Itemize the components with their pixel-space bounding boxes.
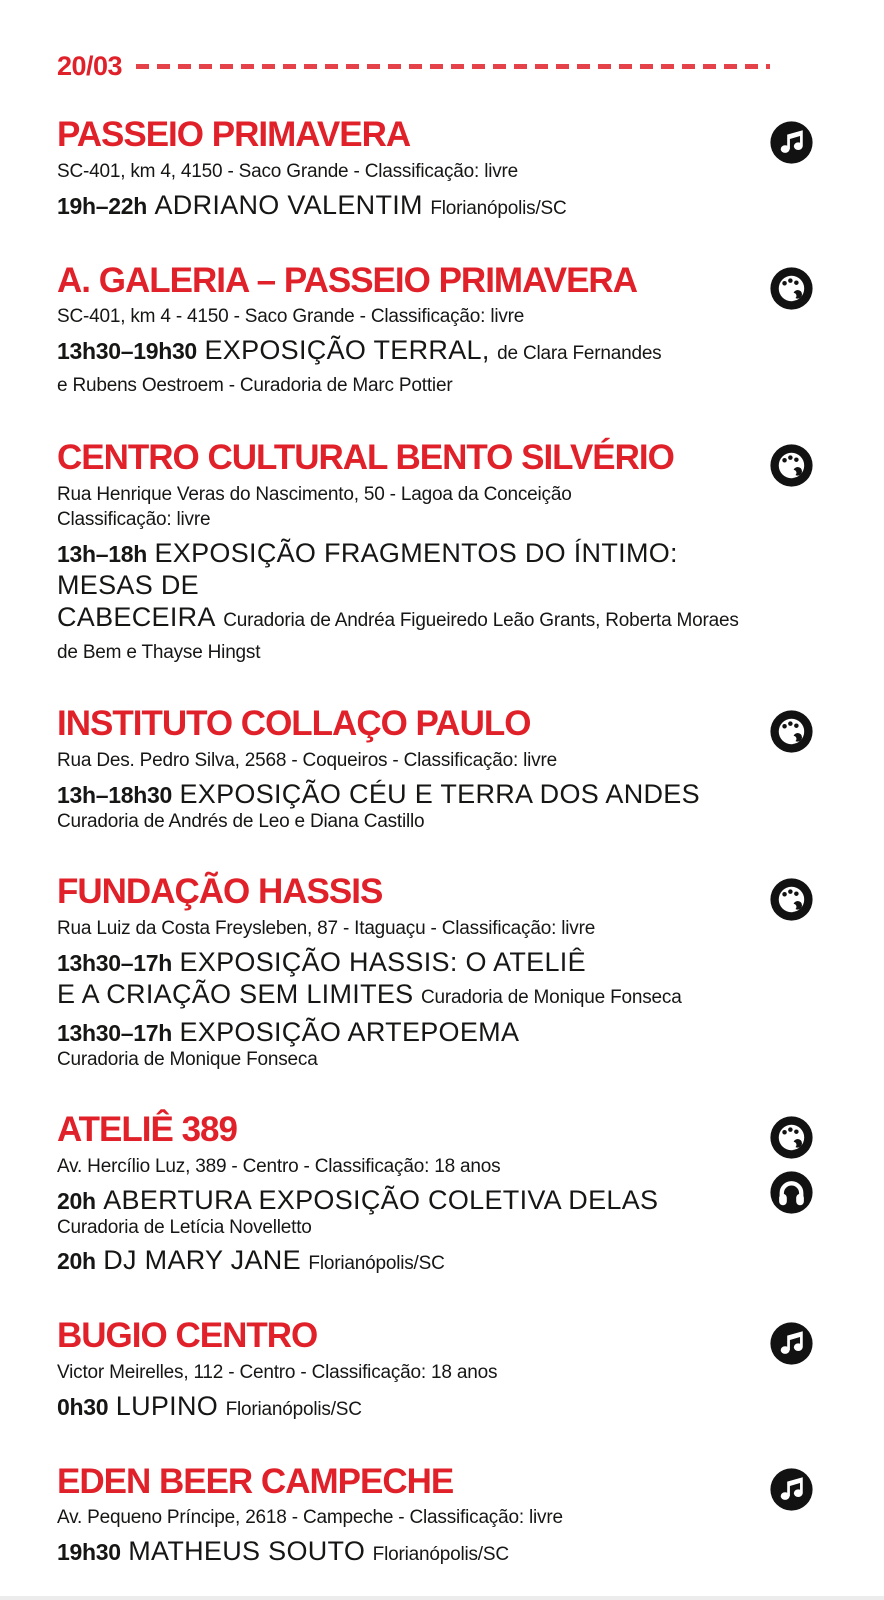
venue-name: EDEN BEER CAMPECHE (57, 1461, 454, 1501)
venue-address: Rua Luiz da Costa Freysleben, 87 - Itaguaçu - Classificação: livre (57, 918, 596, 940)
event-title: EXPOSIÇÃO ARTEPOEMA (179, 1016, 520, 1047)
music-icon (769, 1467, 814, 1512)
section-passeio-primavera (57, 117, 822, 222)
event-title-continued: CABECEIRA (57, 601, 216, 632)
section-instituto-collaco-paulo (57, 706, 822, 833)
section-content (57, 1461, 762, 1569)
event-detail-continued: de Bem e Thayse Hingst (57, 641, 261, 663)
venue-address: Av. Pequeno Príncipe, 2618 - Campeche - Classificação: livre (57, 1507, 563, 1529)
section-a-galeria-passeio-primavera (57, 260, 822, 399)
venue-name: INSTITUTO COLLAÇO PAULO (57, 704, 531, 744)
headphones-icon (769, 1170, 814, 1215)
venue-name: PASSEIO PRIMAVERA (57, 115, 411, 154)
page-bottom-edge (0, 1596, 884, 1600)
event-title: MATHEUS SOUTO (128, 1536, 366, 1567)
event-detail: Curadoria de Letícia Novelletto (57, 1216, 312, 1238)
event-line (57, 538, 762, 665)
event-title: ADRIANO VALENTIM (154, 189, 423, 220)
event-time: 19h–22h (57, 192, 147, 219)
event-detail: Florianópolis/SC (430, 197, 567, 219)
section-content (57, 260, 762, 399)
event-line (57, 1185, 762, 1239)
section-icons (768, 1318, 814, 1366)
venue-address: Av. Hercílio Luz, 389 - Centro - Classificação: 18 anos (57, 1155, 501, 1177)
event-time: 13h30–19h30 (57, 338, 197, 365)
event-time: 13h30–17h (57, 950, 172, 977)
section-icons (768, 117, 814, 165)
venue-address-line2: Classificação: livre (57, 508, 211, 530)
section-icons (768, 1112, 814, 1215)
section-content (57, 706, 762, 833)
event-line (57, 1391, 762, 1423)
event-detail: Florianópolis/SC (308, 1253, 445, 1275)
event-line (57, 190, 762, 222)
palette-icon (769, 266, 814, 311)
event-detail: Curadoria de Monique Fonseca (421, 987, 682, 1009)
event-time: 13h–18h30 (57, 782, 172, 809)
section-content (57, 1318, 762, 1423)
section-centro-cultural-bento-silverio (57, 440, 822, 665)
event-time: 20h (57, 1248, 96, 1275)
event-line (57, 1245, 762, 1277)
event-title: EXPOSIÇÃO FRAGMENTOS DO ÍNTIMO: MESAS DE (57, 537, 678, 600)
event-detail: Curadoria de Monique Fonseca (57, 1048, 318, 1070)
event-line (57, 947, 762, 1011)
event-detail: de Clara Fernandes (497, 343, 662, 365)
event-title: EXPOSIÇÃO CÉU E TERRA DOS ANDES (179, 779, 700, 810)
event-line (57, 779, 762, 833)
event-time: 20h (57, 1187, 96, 1214)
venue-name: CENTRO CULTURAL BENTO SILVÉRIO (57, 438, 674, 478)
section-icons (768, 440, 814, 488)
event-line (57, 1017, 762, 1071)
venue-name: A. GALERIA – PASSEIO PRIMAVERA (57, 260, 637, 300)
section-icons (768, 263, 814, 311)
event-detail: Florianópolis/SC (372, 1544, 509, 1566)
event-time: 19h30 (57, 1539, 121, 1566)
event-line (57, 1536, 762, 1568)
palette-icon (769, 443, 814, 488)
event-detail: Curadoria de Andrés de Leo e Diana Castillo (57, 811, 425, 833)
venue-address: Rua Des. Pedro Silva, 2568 - Coqueiros - Classificação: livre (57, 750, 557, 772)
palette-icon (769, 1115, 814, 1160)
section-icons (768, 706, 814, 754)
section-eden-beer-campeche (57, 1461, 822, 1569)
venue-address: SC-401, km 4 - 4150 - Saco Grande - Classificação: livre (57, 306, 525, 328)
venue-address: SC-401, km 4, 4150 - Saco Grande - Classificação: livre (57, 160, 519, 182)
event-time: 0h30 (57, 1393, 109, 1420)
date-header: 20/03 (57, 51, 123, 81)
venue-name: ATELIÊ 389 (57, 1110, 237, 1150)
date-separator-dashes (136, 64, 770, 69)
event-detail: Curadoria de Andréa Figueiredo Leão Grants, Roberta Moraes (223, 609, 739, 631)
section-icons (768, 874, 814, 922)
venue-name: FUNDAÇÃO HASSIS (57, 872, 383, 912)
event-title: EXPOSIÇÃO TERRAL, (204, 335, 490, 366)
venue-address: Victor Meirelles, 112 - Centro - Classificação: 18 anos (57, 1361, 498, 1383)
date-header-row (57, 53, 822, 80)
venue-name: BUGIO CENTRO (57, 1316, 318, 1356)
music-icon (769, 1321, 814, 1366)
section-bugio-centro (57, 1318, 822, 1423)
event-detail: Florianópolis/SC (225, 1398, 362, 1420)
event-title: EXPOSIÇÃO HASSIS: O ATELIÊ (179, 947, 586, 978)
section-content (57, 440, 762, 665)
music-icon (769, 120, 814, 165)
section-content (57, 874, 762, 1071)
section-fundacao-hassis (57, 874, 822, 1071)
section-content (57, 1112, 762, 1277)
event-detail-continued: e Rubens Oestroem - Curadoria de Marc Pottier (57, 375, 453, 397)
event-title: ABERTURA EXPOSIÇÃO COLETIVA DELAS (103, 1184, 659, 1215)
section-atelie-389 (57, 1112, 822, 1277)
event-title-continued: E A CRIAÇÃO SEM LIMITES (57, 979, 414, 1010)
event-time: 13h–18h (57, 540, 147, 567)
event-line (57, 335, 762, 399)
venue-address: Rua Henrique Veras do Nascimento, 50 - Lagoa da Conceição (57, 483, 572, 505)
event-time: 13h30–17h (57, 1019, 172, 1046)
section-content (57, 117, 762, 222)
palette-icon (769, 877, 814, 922)
event-title: DJ MARY JANE (103, 1245, 301, 1276)
section-icons (768, 1464, 814, 1512)
event-title: LUPINO (115, 1390, 219, 1421)
palette-icon (769, 709, 814, 754)
